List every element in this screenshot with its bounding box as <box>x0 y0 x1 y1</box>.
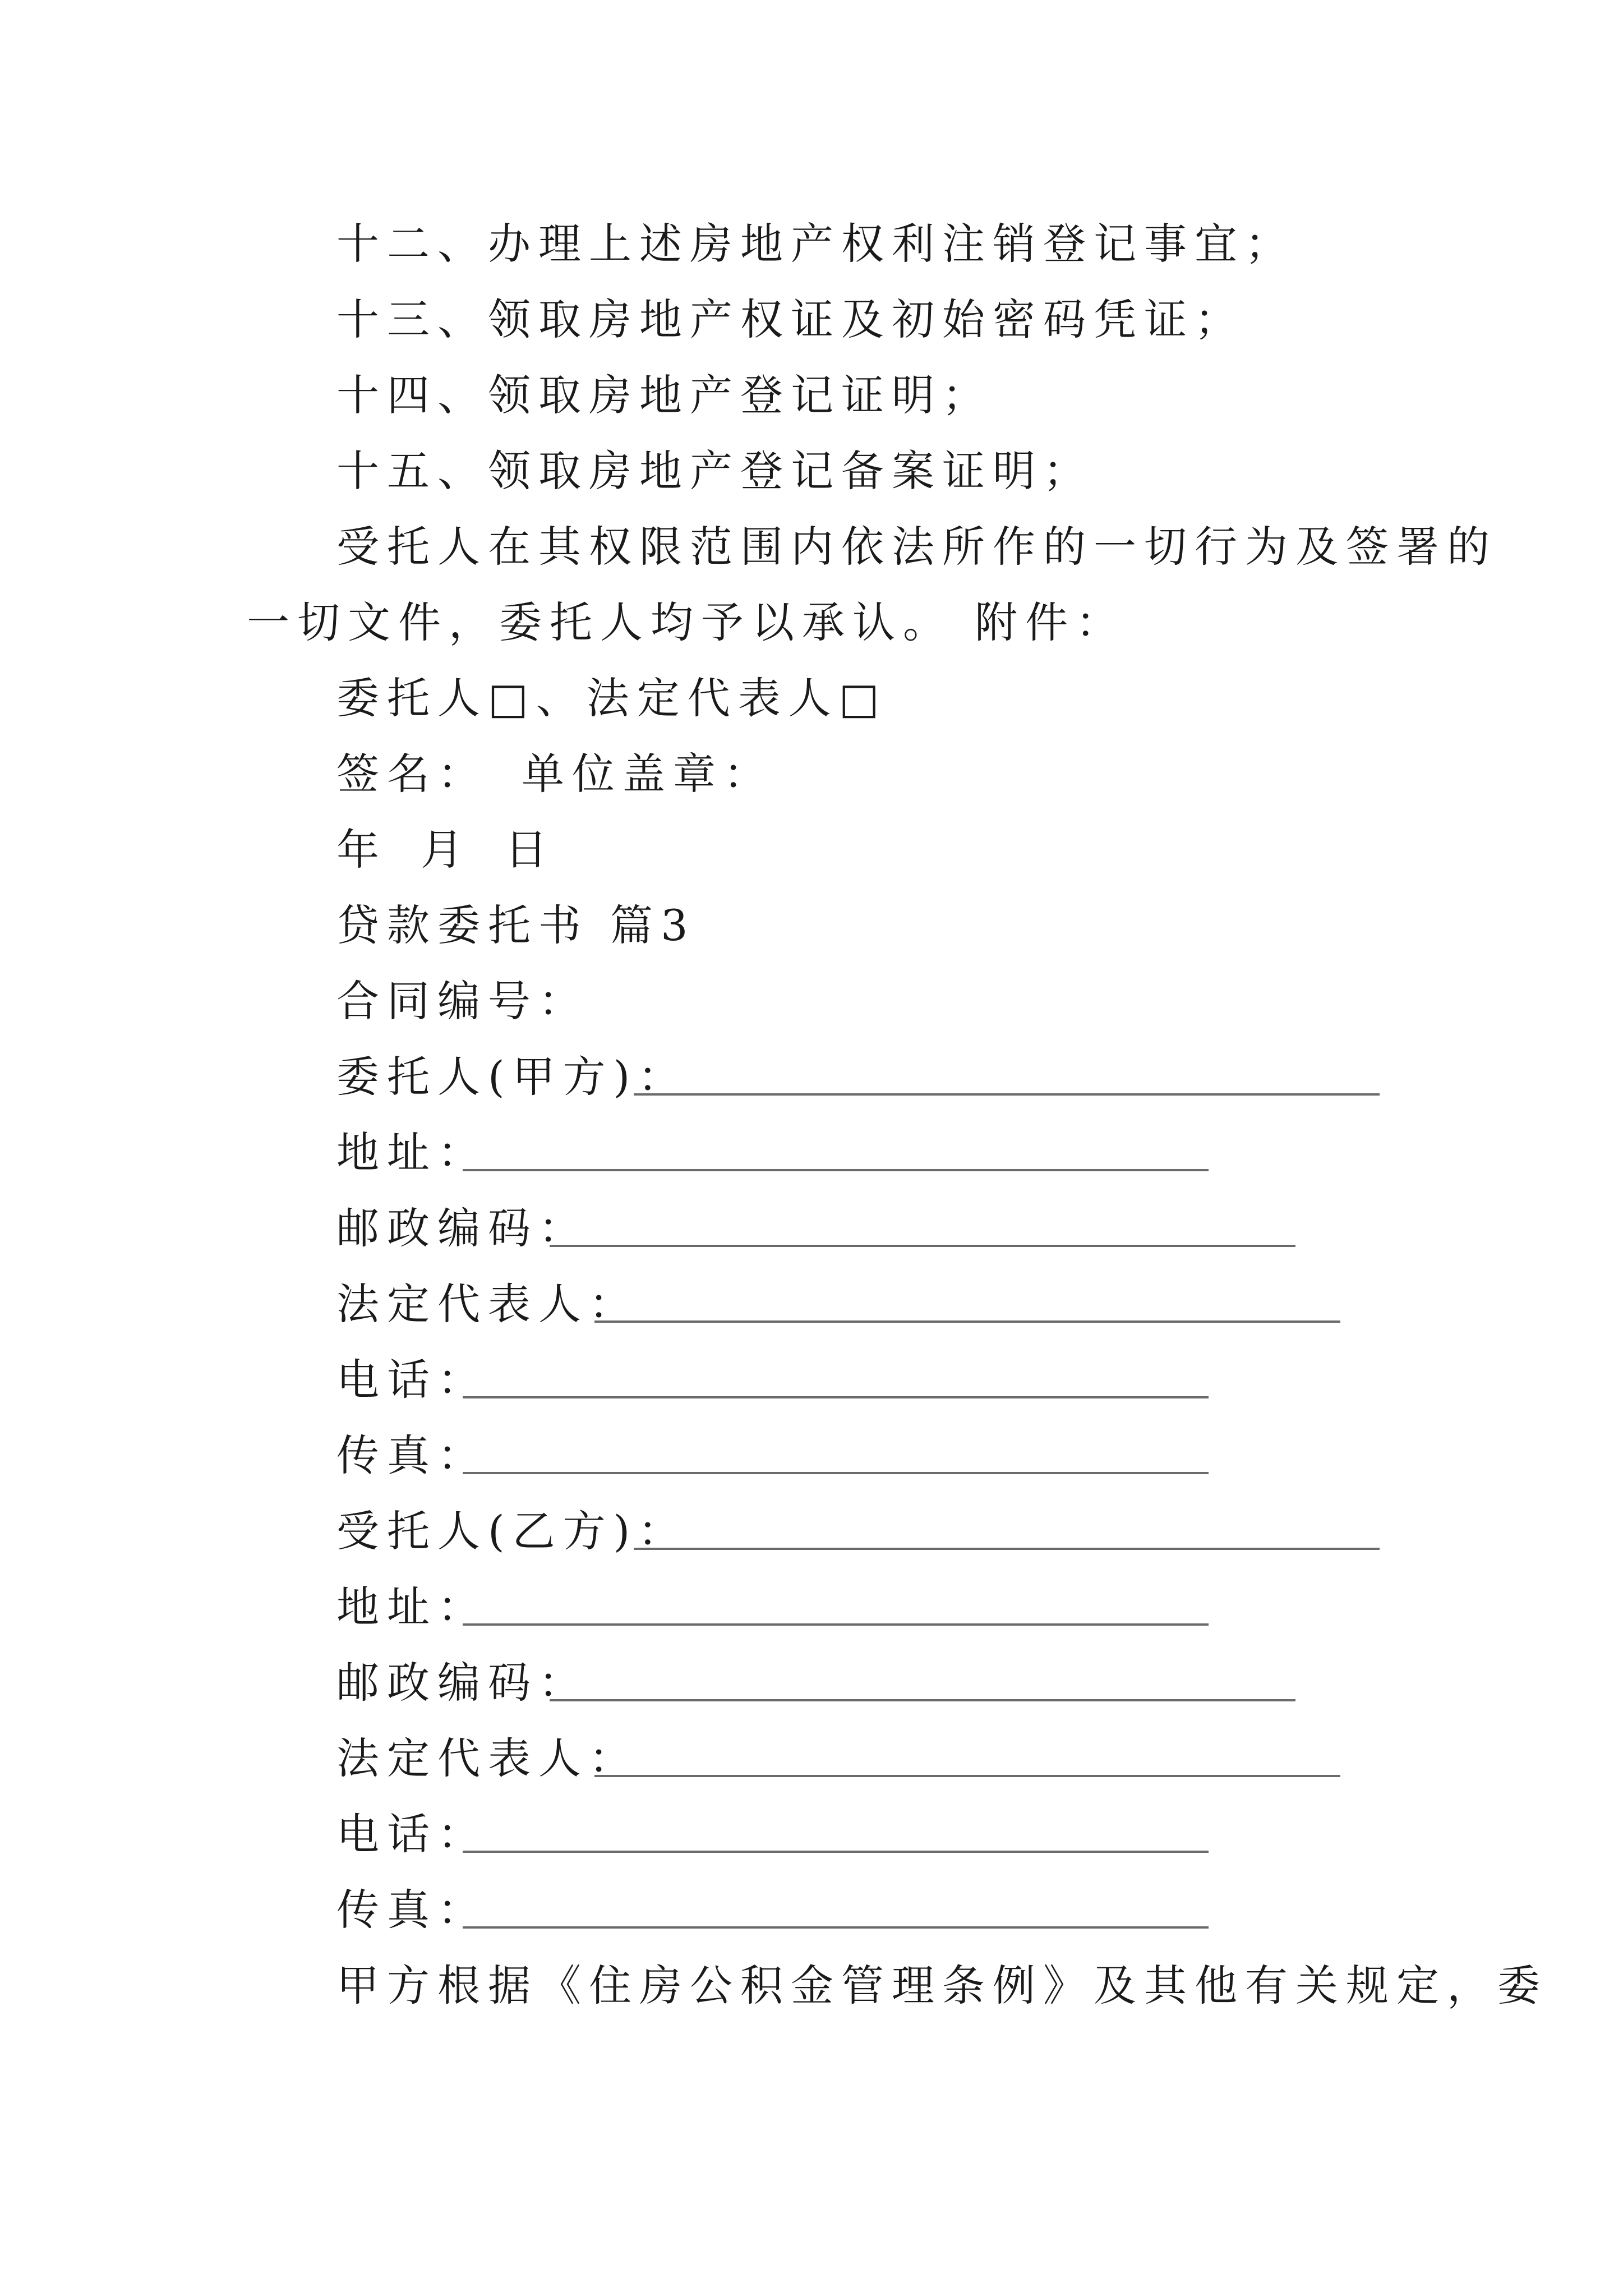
party-b-agent-label: 受托人(乙方)： <box>336 1506 689 1556</box>
party-b-postcode-label: 邮政编码： <box>336 1658 589 1708</box>
party-a-principal-label: 委托人(甲方)： <box>336 1052 689 1102</box>
list-item-15: 十五、领取房地产登记备案证明； <box>336 446 1094 496</box>
party-a-address-field <box>336 1122 488 1184</box>
party-b-fax-blank[interactable] <box>463 1926 1209 1929</box>
party-b-postcode-field <box>336 1652 589 1714</box>
list-item-13: 十三、领取房地产权证及初始密码凭证； <box>336 295 1245 344</box>
paragraph-line-2: 一切文件，委托人均予以承认。 附件： <box>247 597 1127 647</box>
contract-number-label: 合同编号： <box>336 976 589 1026</box>
party-a-principal-blank[interactable] <box>634 1093 1380 1096</box>
date-row <box>336 819 555 881</box>
party-b-address-label: 地址： <box>336 1582 488 1632</box>
sign-label: 签名： <box>336 749 488 799</box>
party-a-fax-field <box>336 1425 488 1487</box>
party-b-postcode-blank[interactable] <box>550 1699 1295 1701</box>
party-b-phone-field <box>336 1803 488 1865</box>
party-b-phone-blank[interactable] <box>463 1851 1209 1853</box>
party-a-phone-field <box>336 1349 488 1411</box>
party-a-postcode-label: 邮政编码： <box>336 1203 589 1253</box>
section-title: 贷款委托书 篇3 <box>336 900 696 950</box>
party-b-legal-rep-field <box>336 1728 639 1789</box>
party-b-address-blank[interactable] <box>463 1623 1209 1626</box>
principal-checkboxes: 委托人□、法定代表人□ <box>336 673 887 723</box>
signature-row <box>336 743 774 805</box>
list-item-12: 十二、办理上述房地产权利注销登记事宜； <box>336 219 1295 269</box>
seal-label: 单位盖章： <box>522 749 774 799</box>
party-a-legal-rep-blank[interactable] <box>594 1320 1340 1323</box>
party-a-postcode-blank[interactable] <box>550 1245 1295 1247</box>
party-a-fax-blank[interactable] <box>463 1472 1209 1474</box>
party-b-agent-field <box>336 1501 688 1562</box>
party-b-fax-field <box>336 1879 488 1941</box>
party-b-address-field <box>336 1576 488 1638</box>
date-day: 日 <box>505 825 555 875</box>
closing-paragraph: 甲方根据《住房公积金管理条例》及其他有关规定，委 <box>336 1961 1548 2010</box>
party-a-legal-rep-label: 法定代表人： <box>336 1279 639 1329</box>
party-b-fax-label: 传真： <box>336 1885 488 1935</box>
party-b-agent-blank[interactable] <box>634 1548 1380 1550</box>
party-a-phone-label: 电话： <box>336 1355 488 1405</box>
party-a-postcode-field <box>336 1198 589 1259</box>
party-b-phone-label: 电话： <box>336 1809 488 1859</box>
party-b-legal-rep-label: 法定代表人： <box>336 1733 639 1783</box>
party-a-phone-blank[interactable] <box>463 1396 1209 1398</box>
party-b-legal-rep-blank[interactable] <box>594 1775 1340 1777</box>
party-a-principal-field <box>336 1046 688 1108</box>
list-item-14: 十四、领取房地产登记证明； <box>336 370 993 420</box>
date-year: 年 <box>336 825 387 875</box>
party-a-fax-label: 传真： <box>336 1430 488 1480</box>
party-a-legal-rep-field <box>336 1273 639 1335</box>
party-a-address-blank[interactable] <box>463 1169 1209 1171</box>
paragraph-line-1: 受托人在其权限范围内依法所作的一切行为及签署的 <box>336 522 1497 572</box>
date-month: 月 <box>421 825 471 875</box>
party-a-address-label: 地址： <box>336 1128 488 1177</box>
